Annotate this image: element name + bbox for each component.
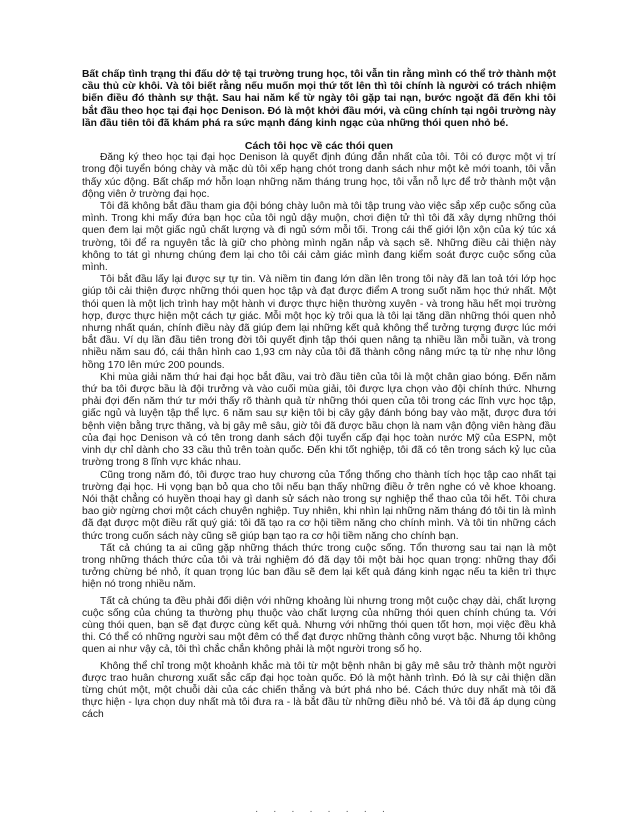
body-paragraph-4: Khi mùa giải năm thứ hai đại học bắt đầu, vai trò đầu tiên của tôi là một chân giao bóng. Đến năm thứ ba tôi được bầu là đội trưởng và vào cuối mùa giải, tôi được lựa chọn vào đội chính thức. Nhưng phải đợi đến năm thứ tư mới thấy rõ thành quả từ những thói quen của tôi trong các lĩnh vực học tập, giấc ngủ và luyện tập thể lực. 6 năm sau sự kiện tôi bị cây gậy đánh bóng bay vào mặt, được đưa tới bệnh viện bằng trực thăng, và bị gây mê sâu, giờ tôi đã được bầu chọn là nam vận động viên hàng đầu của đại học Denison và có tên trong danh sách đội tuyển cấp đại học toàn nước Mỹ của ESPN, một vinh dự chỉ dành cho 33 cầu thủ trên toàn quốc. Đến khi tốt nghiệp, tôi đã có tên trong sách kỷ lục của trường trong 8 lĩnh vực khác nhau.	[82, 371, 556, 469]
cutoff-next-line: · · · · · · · ·	[255, 806, 392, 812]
body-paragraph-3: Tôi bắt đầu lấy lại được sự tự tin. Và niềm tin đang lớn dần lên trong tôi này đã lan toả tới lớp học giúp tôi cải thiện được những thói quen học tập và đạt được điểm A trong suốt năm học thứ nhất. Một thói quen là một lịch trình hay một hành vi được thực hiện thường xuyên - và trong hầu hết mọi trường hợp, được thực hiện một cách tự giác. Mỗi một học kỳ trôi qua là tôi lại tăng dần những thói quen nhỏ nhưng nhất quán, chính điều này đã giúp đem lại những kết quả không thể tưởng tượng được lúc mới bắt đầu. Ví dụ lần đầu tiên trong đời tôi quyết định tập thói quen nâng tạ nhiều lần mỗi tuần, và trong nhiều năm sau đó, cái thân hình cao 1,93 cm này của tôi đã thành công nâng mức tạ từ nhẹ như lông hồng 170 lên mức 200 pounds.	[82, 274, 556, 371]
spacer	[82, 130, 556, 140]
document-body	[82, 69, 556, 722]
section-heading: Cách tôi học về các thói quen	[244, 140, 394, 153]
body-paragraph-5: Cũng trong năm đó, tôi được trao huy chương của Tổng thống cho thành tích học tập cao nhất tại trường đại học. Hi vọng bạn bỏ qua cho tôi nếu bạn thấy những điều ở trên nghe có vẻ khoe khoang. Nói thật chẳng có huyền thoại hay gì danh sử sách nào trong sự nghiệp thể thao của tôi hết. Tôi chưa bao giờ ngừng chơi một cách chuyên nghiệp. Tuy nhiên, khi nhìn lại những năm tháng đó tôi tin là mình đã đạt được một điều rất quý giá: tôi đã tạo ra cơ hội tiềm năng cho chính mình. Và tôi tin những cách thức trong cuốn sách này cũng sẽ giúp bạn tạo ra cơ hội tiềm năng cho chính bạn.	[82, 469, 556, 542]
body-paragraph-8: Không thể chỉ trong một khoảnh khắc mà tôi từ một bệnh nhân bị gây mê sâu trở thành một người được trao huân chương xuất sắc cấp đại học toàn quốc. Đó là một hành trình. Đó là sự cải thiện dần từng chút một, một chuỗi dài của các chiến thắng và bứt phá nho bé. Cách thức duy nhất mà tôi đã thực hiện - lựa chọn duy nhất mà tôi đưa ra - là bắt đầu từ những điều nhỏ bé. Và tôi đã áp dụng cùng cách	[82, 660, 556, 721]
body-paragraph-1: Đăng ký theo học tại đại học Denison là quyết định đúng đắn nhất của tôi. Tôi có được một vị trí trong đội tuyển bóng chày và mặc dù tôi xếp hạng chót trong danh sách như một kẻ mới toanh, tôi vẫn thấy xúc động. Bất chấp mớ hỗn loạn những năm tháng trung học, tôi vẫn nỗ lực để trở thành một vận động viên ở trường đại học.	[82, 152, 556, 200]
body-paragraph-2: Tôi đã không bắt đầu tham gia đội bóng chày luôn mà tôi tập trung vào việc sắp xếp cuộc sống của mình. Trong khi mấy đứa bạn học của tôi ngủ dậy muộn, chơi điện tử thì tôi đã xây dựng những thói quen đem lại một giấc ngủ chất lượng và đi ngủ sớm mỗi tối. Trong cái thế giới lộn xộn của ký túc xá trường, tôi để ra nguyên tắc là giữ cho phòng mình ngăn nắp và sạch sẽ. Những điều cải thiện này không to tát gì nhưng chúng đem lại cho tôi cái cảm giác mình đang kiểm soát được cuộc sống của mình.	[82, 201, 556, 274]
intro-paragraph: Bất chấp tình trạng thi đấu dở tệ tại trường trung học, tôi vẫn tin rằng mình có thể trở thành một cầu thủ cừ khôi. Và tôi biết rằng nếu muốn mọi thứ tốt lên thì tôi chính là người có trách nhiệm biến điều đó thành sự thật. Sau hai năm kể từ ngày tôi gặp tai nạn, bước ngoặt đã đến khi tôi bắt đầu theo học tại đại học Denison. Đó là một khởi đầu mới, và cũng chính tại ngôi trường này lần đầu tiên tôi đã khám phá ra sức mạnh đáng kinh ngạc của những thói quen nhỏ bé.	[82, 69, 556, 129]
body-paragraph-7: Tất cả chúng ta đều phải đối diện với những khoảng lùi nhưng trong một cuộc chạy dài, chất lượng cuộc sống của chúng ta thường phụ thuộc vào chất lượng của những thói quen chính chúng ta. Với cùng thói quen, bạn sẽ đạt được cùng kết quả. Nhưng với những thói quen tốt hơn, mọi việc đều khả thi. Có thể có những người sau một đêm có thể đạt được những thành công vượt bậc. Nhưng tôi không quen ai như vậy cả, tôi thì chắc chắn không phải là một người trong số họ.	[82, 595, 556, 656]
body-paragraph-6: Tất cả chúng ta ai cũng gặp những thách thức trong cuộc sống. Tổn thương sau tai nạn là một trong những thách thức của tôi và trải nghiệm đó đã dạy tôi một bài học quan trọng: những thay đổi tưởng chừng bé nhỏ, ít quan trọng lúc ban đầu sẽ đem lại kết quả đáng kinh ngạc nếu ta kiên trì thực hiện nó trong nhiều năm.	[82, 542, 556, 591]
